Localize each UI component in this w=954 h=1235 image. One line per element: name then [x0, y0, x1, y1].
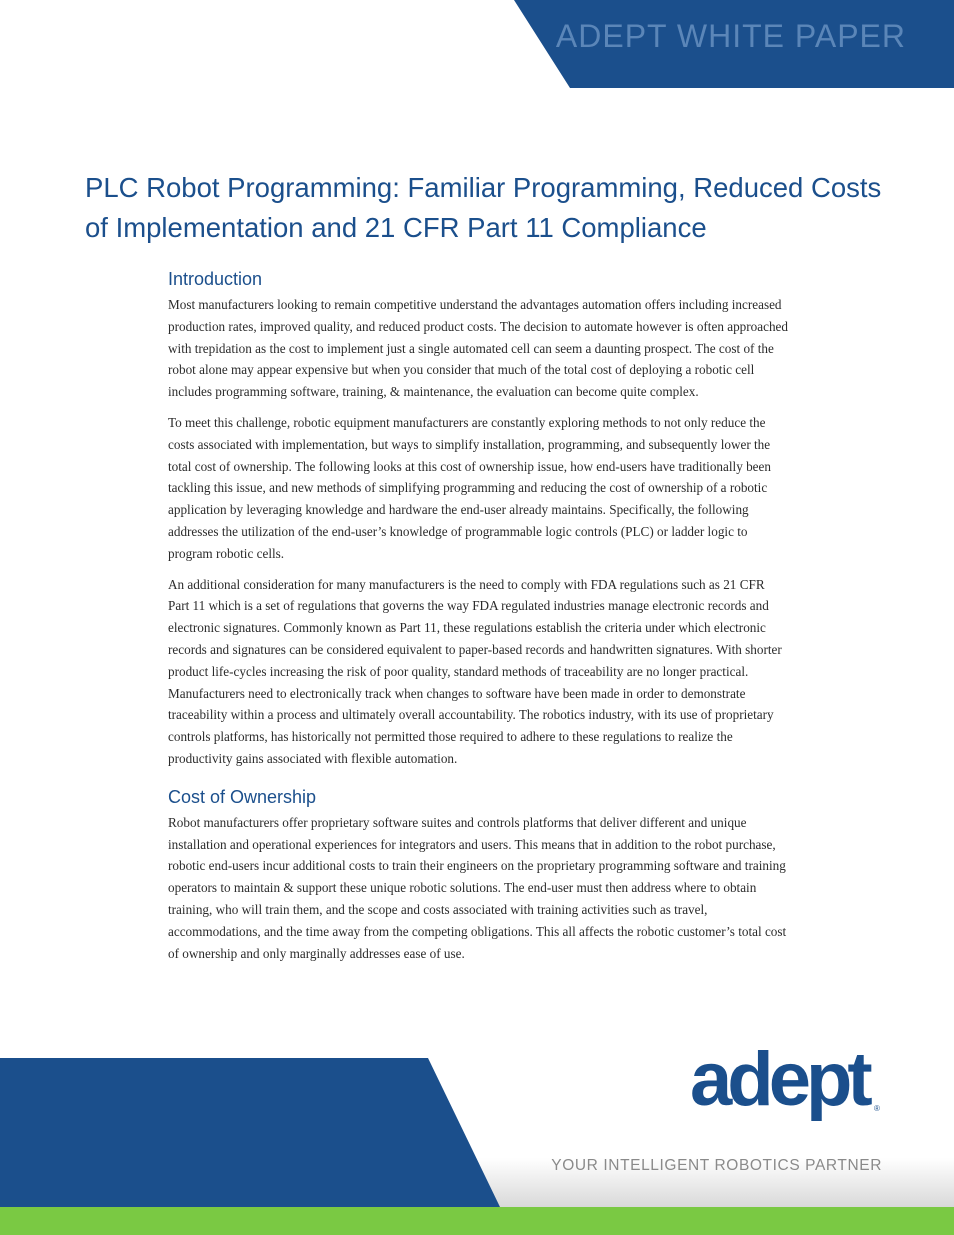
paragraph: Most manufacturers looking to remain competitive understand the advantages automation offers including increased production rates, improved quality, and reduced product costs. The decision to automate however is often approached with trepidation as the cost to implement just a single automated cell can seem a daunting prospect. The cost of the robot alone may appear expensive but when you consider that much of the total cost of deploying a robotic cell includes programming software, training, & maintenance, the evaluation can become quite complex. [168, 297, 788, 400]
paragraph: Robot manufacturers offer proprietary software suites and controls platforms that deliver different and unique installation and operational experiences for integrators and users. This means that in addition to the robot purchase, robotic end-users incur additional costs to train their engineers on the proprietary programming software and training operators to maintain & support these unique robotic solutions. The end-user must then address where to obtain training, who will train them, and the scope and costs associated with training activities such as travel, accommodations, and the time away from the competing obligations. This all affects the robotic customer’s total cost of ownership and only marginally addresses ease of use. [168, 814, 787, 961]
adept-logo: adept [690, 1037, 868, 1122]
document-body [168, 266, 788, 973]
footer-blue-shape [0, 1058, 500, 1207]
document-title: PLC Robot Programming: Familiar Programming, Reduced Costs of Implementation and 21 CFR Part 11 Compliance [85, 172, 882, 243]
section-heading-introduction: Introduction [168, 269, 263, 289]
header-title: ADEPT WHITE PAPER [555, 18, 906, 54]
footer-tagline: YOUR INTELLIGENT ROBOTICS PARTNER [551, 1157, 882, 1174]
paragraph: To meet this challenge, robotic equipment manufacturers are constantly exploring methods to not only reduce the costs associated with implementation, but ways to simplify installation, programming, and subsequently lower the total cost of ownership. The following looks at this cost of ownership issue, how end-users have traditionally been tackling this issue, and new methods of simplifying programming and reducing the cost of ownership of a robotic application by leveraging knowledge and hardware the end-user already maintains. Specifically, the following addresses the utilization of the end-user’s knowledge of programmable logic controls (PLC) or ladder logic to program robotic cells. [168, 414, 771, 561]
footer-green-stripe [0, 1207, 954, 1235]
section-heading-cost-of-ownership: Cost of Ownership [168, 786, 317, 807]
registered-mark: ® [874, 1104, 880, 1113]
paragraph: An additional consideration for many manufacturers is the need to comply with FDA regulations such as 21 CFR Part 11 which is a set of regulations that governs the way FDA regulated industries manage electronic records and electronic signatures. Commonly known as Part 11, these regulations establish the criteria under which electronic records and signatures can be considered equivalent to paper-based records and handwritten signatures. With shorter product life-cycles increasing the risk of poor quality, standard methods of traceability are no longer practical. Manufacturers need to electronically track when changes to software have been made in order to demonstrate traceability within a process and ultimately overall accountability. The robotics industry, with its use of proprietary controls platforms, has historically not permitted those required to adhere to these regulations to realize the productivity gains associated with flexible automation. [168, 576, 782, 766]
